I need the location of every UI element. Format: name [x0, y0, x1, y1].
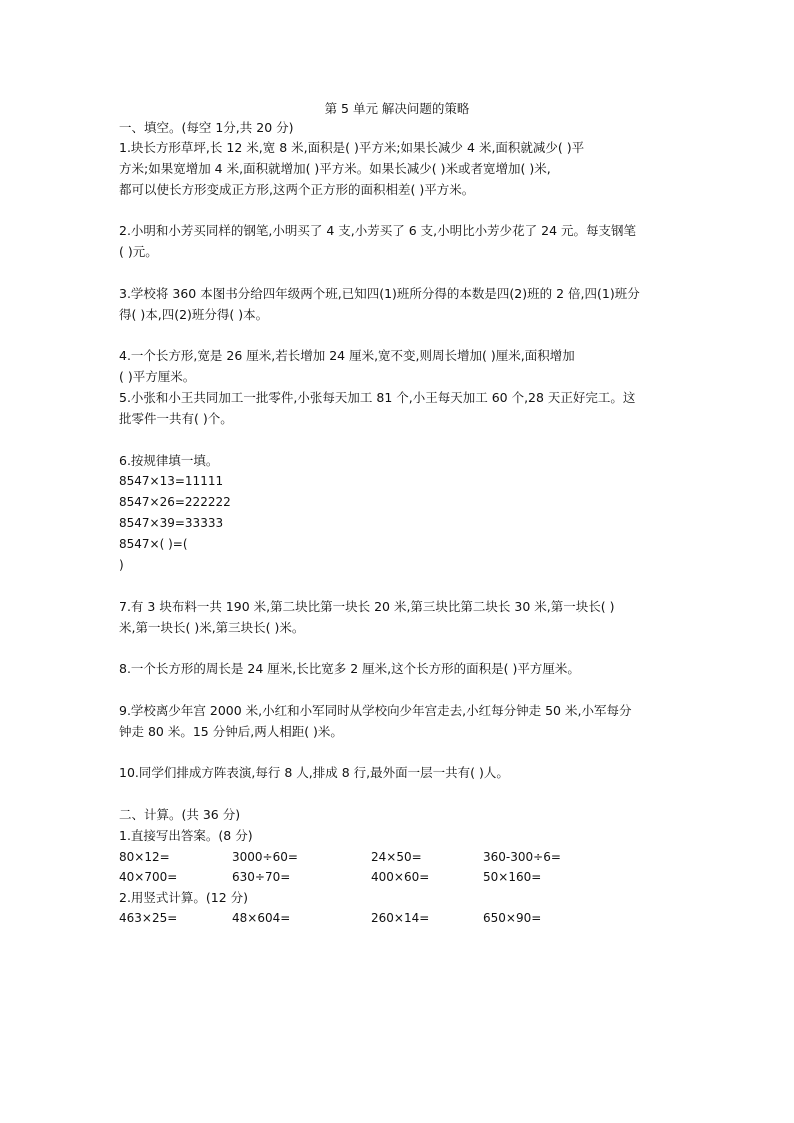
calc-item: 50×160= — [483, 870, 542, 884]
calc-item: 3000÷60= — [232, 850, 298, 864]
q6-pattern-2: 8547×26=222222 — [119, 495, 231, 509]
calc-item: 40×700= — [119, 870, 178, 884]
q6-pattern-1: 8547×13=11111 — [119, 474, 224, 488]
q6-pattern-4-close: ) — [119, 558, 124, 572]
q2-line1: 2.小明和小芳买同样的钢笔,小明买了 4 支,小芳买了 6 支,小明比小芳少花了 24 元。每支钢笔 — [119, 223, 636, 238]
calc-item: 260×14= — [371, 911, 430, 925]
q7-line2: 米,第一块长( )米,第三块长( )米。 — [119, 620, 305, 635]
q6-line1: 6.按规律填一填。 — [119, 453, 219, 468]
q1-line1: 1.块长方形草坪,长 12 米,宽 8 米,面积是( )平方米;如果长减少 4 米,面积就减少( )平 — [119, 140, 585, 155]
q5-line1: 5.小张和小王共同加工一批零件,小张每天加工 81 个,小王每天加工 60 个,28 天正好完工。这 — [119, 390, 636, 405]
q2-line2: ( )元。 — [119, 244, 158, 259]
calc-item: 630÷70= — [232, 870, 291, 884]
q9-line1: 9.学校离少年宫 2000 米,小红和小军同时从学校向少年宫走去,小红每分钟走 50 米,小军每分 — [119, 703, 632, 718]
q5-line2: 批零件一共有( )个。 — [119, 411, 233, 426]
calc-item: 360-300÷6= — [483, 850, 561, 864]
q4-line1: 4.一个长方形,宽是 26 厘米,若长增加 24 厘米,宽不变,则周长增加( )厘米,面积增加 — [119, 348, 575, 363]
section-heading-calc: 二、计算。(共 36 分) — [119, 807, 241, 822]
calc-item: 463×25= — [119, 911, 178, 925]
q6-pattern-3: 8547×39=33333 — [119, 516, 224, 530]
calc-sub2-heading: 2.用竖式计算。(12 分) — [119, 890, 249, 905]
calc-item: 24×50= — [371, 850, 422, 864]
calc-item: 48×604= — [232, 911, 291, 925]
calc-sub1-heading: 1.直接写出答案。(8 分) — [119, 828, 253, 843]
page-title: 第 5 单元 解决问题的策略 — [324, 101, 470, 116]
q10-line1: 10.同学们排成方阵表演,每行 8 人,排成 8 行,最外面一层一共有( )人。 — [119, 765, 509, 780]
q6-pattern-4: 8547×( )=( — [119, 537, 188, 551]
q8-line1: 8.一个长方形的周长是 24 厘米,长比宽多 2 厘米,这个长方形的面积是( )平方厘米。 — [119, 661, 580, 676]
q3-line1: 3.学校将 360 本图书分给四年级两个班,已知四(1)班所分得的本数是四(2)班的 2 倍,四(1)班分 — [119, 286, 640, 301]
section-heading-fill-blank: 一、填空。(每空 1分,共 20 分) — [119, 120, 294, 135]
q1-line3: 都可以使长方形变成正方形,这两个正方形的面积相差( )平方米。 — [119, 182, 475, 197]
calc-item: 80×12= — [119, 850, 170, 864]
calc-item: 400×60= — [371, 870, 430, 884]
calc-item: 650×90= — [483, 911, 542, 925]
q1-line2: 方米;如果宽增加 4 米,面积就增加( )平方米。如果长减少( )米或者宽增加( )米, — [119, 161, 551, 176]
q9-line2: 钟走 80 米。15 分钟后,两人相距( )米。 — [119, 724, 343, 739]
q3-line2: 得( )本,四(2)班分得( )本。 — [119, 307, 269, 322]
q7-line1: 7.有 3 块布料一共 190 米,第二块比第一块长 20 米,第三块比第二块长 30 米,第一块长( ) — [119, 599, 615, 614]
q4-line2: ( )平方厘米。 — [119, 369, 196, 384]
